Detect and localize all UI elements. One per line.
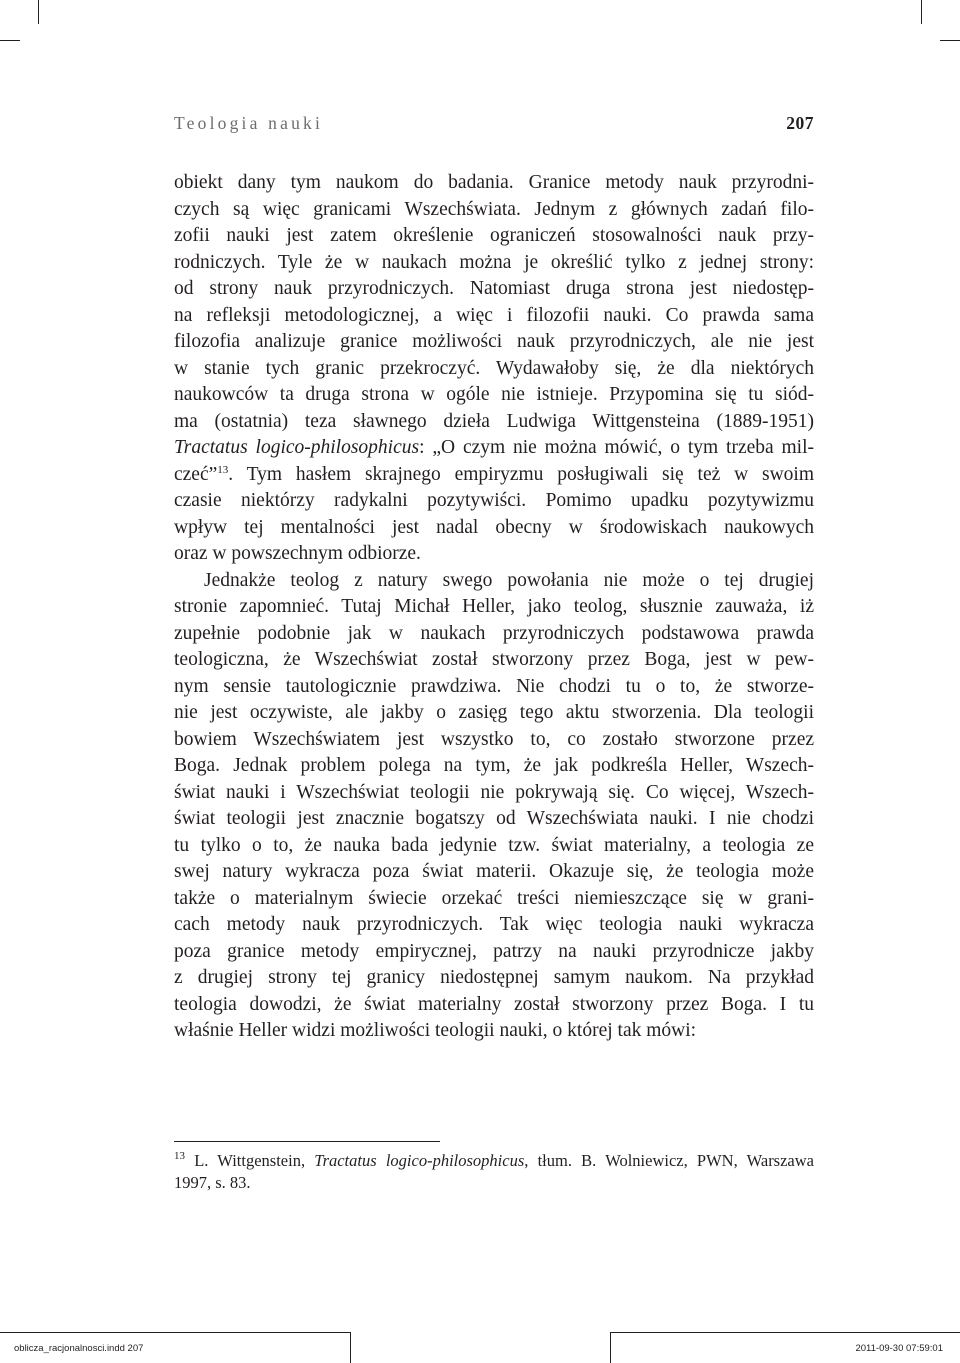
footnote-line: 1997, s. 83. <box>174 1173 251 1192</box>
text-line: świat nauki i Wszechświat teologii nie pokrywają się. Co więcej, Wszech- <box>174 781 814 803</box>
text-line: czych są więc granicami Wszechświata. Jednym z głównych zadań filo- <box>174 198 814 220</box>
crop-mark <box>921 0 922 24</box>
text-line: nie jest oczywiste, ale jakby o zasięg tego aktu stworzenia. Dla teologii <box>174 702 814 723</box>
text-line: zofii nauki jest zatem określenie ograniczeń stosowalności nauk przy- <box>174 225 814 246</box>
text-line: czasie niektórzy radykalni pozytywiści. Pomimo upadku pozytywizmu <box>174 490 814 511</box>
text-line: rodniczych. Tyle że w naukach można je określić tylko z jednej strony: <box>174 251 814 273</box>
text-line: także o materialnym świecie orzekać treści niemieszczące się w grani- <box>174 887 814 909</box>
text-line: teologiczna, że Wszechświat został stworzony przez Boga, jest w pew- <box>174 649 814 670</box>
text-line: Tractatus logico-philosophicus: „O czym nie można mówić, o tym trzeba mil- <box>174 437 815 458</box>
text-line: Jednakże teolog z natury swego powołania nie może o tej drugiej <box>204 569 814 591</box>
text-line: naukowców ta druga strona w ogóle nie istnieje. Przypomina się tu siód- <box>174 384 814 405</box>
text-line: właśnie Heller widzi możliwości teologii nauki, o której tak mówi: <box>174 1020 697 1041</box>
text-line: poza granice metody empirycznej, patrzy na nauki przyrodnicze jakby <box>174 940 814 962</box>
work-title: Tractatus logico-philosophicus <box>174 437 420 458</box>
crop-mark <box>38 0 39 24</box>
text-line: oraz w powszechnym odbiorze. <box>174 543 421 564</box>
text-line: Boga. Jednak problem polega na tym, że jak podkreśla Heller, Wszech- <box>174 755 814 776</box>
text-line: czeć”$^{13}$. Tym hasłem skrajnego empiryzmu posługiwali się też w swoim <box>174 463 814 485</box>
text-line: bowiem Wszechświatem jest wszystko to, co zostało stworzone przez <box>174 728 814 750</box>
footnote-reference: 13 <box>217 463 229 476</box>
text-line: obiekt dany tym naukom do badania. Granice metody nauk przyrodni- <box>174 172 814 193</box>
footnote-rule <box>174 1141 440 1142</box>
text-line: cach metody nauk przyrodniczych. Tak więc teologia nauki wykracza <box>174 914 814 935</box>
footnote-marker: 13 <box>174 1150 185 1162</box>
text-line: ma (ostatnia) teza sławnego dzieła Ludwiga Wittgensteina (1889-1951) <box>174 410 814 432</box>
text-line: w stanie tych granic przekroczyć. Wydawałoby się, że dla niektórych <box>174 357 814 379</box>
text-line: świat teologii jest znacznie bogatszy od Wszechświata nauki. I nie chodzi <box>174 808 814 829</box>
text-line: na refleksji metodologicznej, a więc i filozofii nauki. Co prawda sama <box>174 304 814 326</box>
text-line: nym sensie tautologicznie prawdziwa. Nie chodzi tu o to, że stworze- <box>174 675 814 697</box>
crop-mark <box>0 40 20 41</box>
footnote-line: $^{13}$ L. Wittgenstein, Tractatus logico-philosophicus, tłum. B. Wolniewicz, PWN, Warszawa <box>174 1150 814 1170</box>
crop-mark <box>940 40 960 41</box>
text-line: stronie zapomnieć. Tutaj Michał Heller, jako teolog, słusznie zauważa, iż <box>174 596 814 617</box>
running-title: Teologia nauki <box>174 113 324 133</box>
slug-file-info: oblicza_racjonalnosci.indd 207 <box>0 1332 351 1363</box>
slug-timestamp: 2011-09-30 07:59:01 <box>610 1332 960 1363</box>
text-line: swej natury wykracza poza świat materii. Okazuje się, że teologia może <box>174 861 814 882</box>
text-line: filozofia analizuje granice możliwości nauk przyrodniczych, ale nie jest <box>174 331 814 352</box>
text-line: teologia dowodzi, że świat materialny został stworzony przez Boga. I tu <box>174 993 814 1015</box>
text-line: wpływ tej mentalności jest nadal obecny w środowiskach naukowych <box>174 516 814 538</box>
text-line: zupełnie podobnie jak w naukach przyrodniczych podstawowa prawda <box>174 622 814 644</box>
text-line: od strony nauk przyrodniczych. Natomiast druga strona jest niedostęp- <box>174 278 814 299</box>
text-line: z drugiej strony tej granicy niedostępnej samym naukom. Na przykład <box>174 967 814 988</box>
running-header <box>174 113 814 139</box>
text-line: tu tylko o to, że nauka bada jedynie tzw. świat materialny, a teologia ze <box>174 834 814 856</box>
page-number: 207 <box>786 113 814 133</box>
